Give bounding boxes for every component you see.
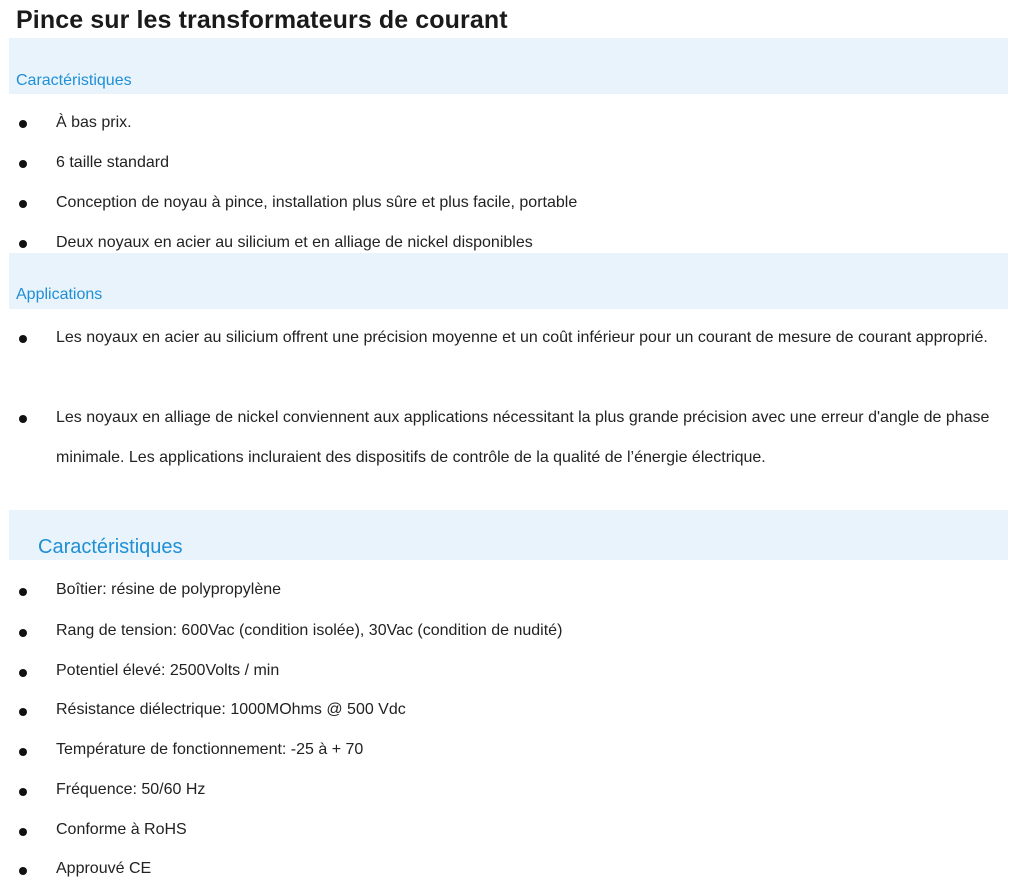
- list-item: [0, 818, 1016, 848]
- list-item-text: Conception de noyau à pince, installation plus sûre et plus facile, portable: [56, 194, 578, 211]
- list-item: [0, 778, 1016, 808]
- list-item-text: Deux noyaux en acier au silicium et en alliage de nickel disponibles: [56, 234, 533, 251]
- list-item-text: À bas prix.: [56, 114, 132, 131]
- bullet-icon: [19, 867, 27, 875]
- list-item: [0, 619, 1016, 649]
- bullet-icon: [19, 788, 27, 796]
- list-item-text: Potentiel élevé: 2500Volts / min: [56, 662, 280, 679]
- bullet-icon: [19, 708, 27, 716]
- section-heading-features: Caractéristiques: [16, 72, 132, 89]
- section-band-features: [9, 38, 1008, 94]
- bullet-icon: [19, 160, 27, 168]
- list-item-text: Résistance diélectrique: 1000MOhms @ 500 Vdc: [56, 701, 406, 718]
- list-item-text: Approuvé CE: [56, 860, 152, 877]
- list-item: [0, 150, 1016, 180]
- section-band-applications: [9, 253, 1008, 309]
- bullet-icon: [19, 120, 27, 128]
- list-item-text: Fréquence: 50/60 Hz: [56, 781, 206, 798]
- list-item: [0, 190, 1016, 220]
- list-item-text: Les noyaux en acier au silicium offrent une précision moyenne et un coût inférieur pour un courant de mesure de courant approprié.: [56, 329, 988, 346]
- bullet-icon: [19, 748, 27, 756]
- list-item-text: Boîtier: résine de polypropylène: [56, 581, 282, 598]
- bullet-icon: [19, 200, 27, 208]
- list-item-text: Température de fonctionnement: -25 à + 70: [56, 741, 364, 758]
- bullet-icon: [19, 240, 27, 248]
- list-item: [0, 857, 1016, 887]
- list-item: [0, 318, 1016, 398]
- section-heading-specifications: Caractéristiques: [38, 536, 183, 558]
- list-item-text: 6 taille standard: [56, 154, 169, 171]
- page-title: Pince sur les transformateurs de courant: [16, 6, 508, 34]
- list-item: [0, 398, 1016, 518]
- list-item-text: Les noyaux en alliage de nickel conviennent aux applications nécessitant la plus grande précision avec une erreur d'angle de phase minimale. Les applications incluraient des dispositifs de contrôle de la qualité de l’énergie électrique.: [56, 409, 990, 466]
- list-item-text: Rang de tension: 600Vac (condition isolée), 30Vac (condition de nudité): [56, 622, 563, 639]
- bullet-icon: [19, 415, 27, 423]
- bullet-icon: [19, 828, 27, 836]
- list-item-text: Conforme à RoHS: [56, 821, 187, 838]
- list-item: [0, 578, 1016, 608]
- list-item: [0, 110, 1016, 140]
- bullet-icon: [19, 669, 27, 677]
- section-heading-applications: Applications: [16, 286, 103, 303]
- list-item: [0, 698, 1016, 728]
- bullet-icon: [19, 629, 27, 637]
- bullet-icon: [19, 335, 27, 343]
- list-item: [0, 659, 1016, 689]
- bullet-icon: [19, 588, 27, 596]
- list-item: [0, 738, 1016, 768]
